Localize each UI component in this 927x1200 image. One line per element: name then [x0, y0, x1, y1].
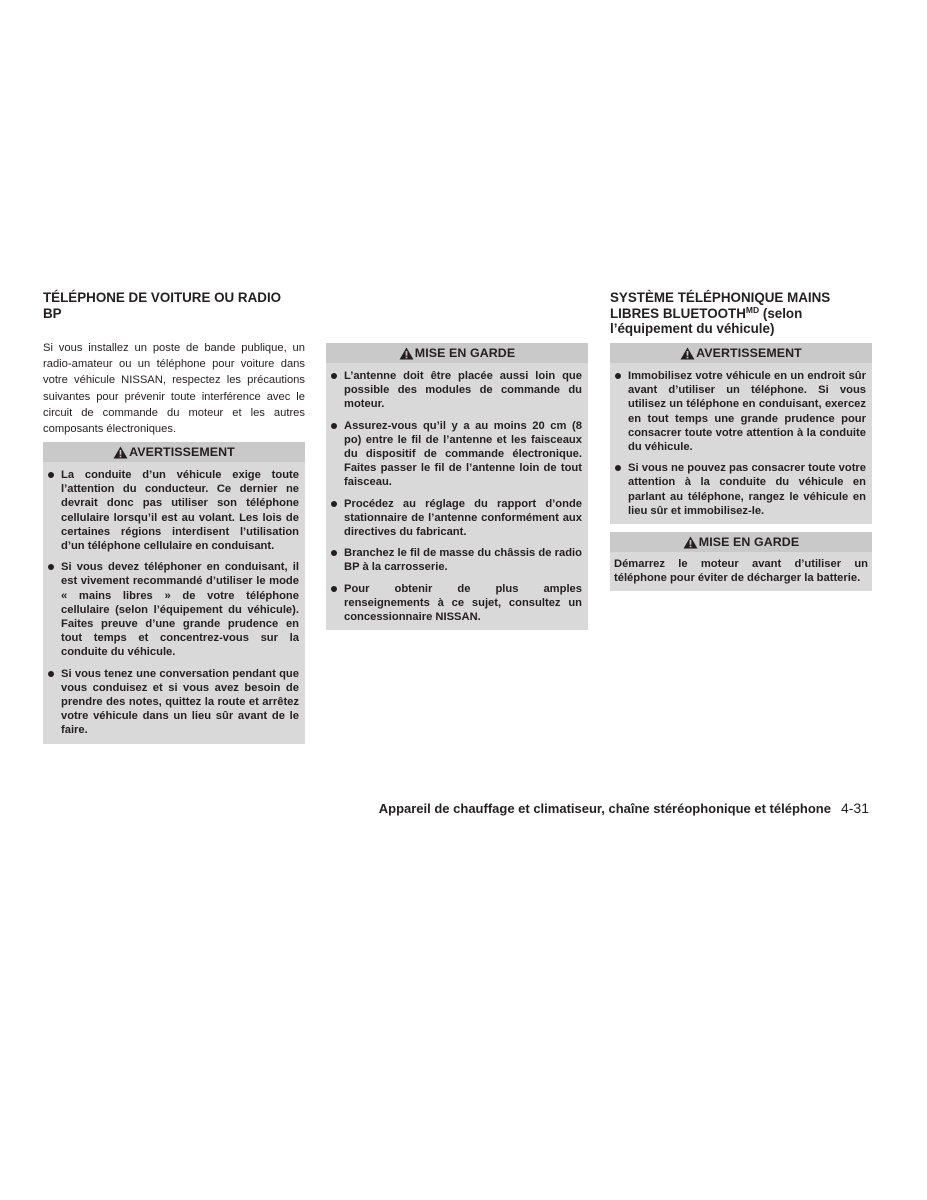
list-item-text: Branchez le fil de masse du châssis de radio BP à la carrosserie.: [344, 547, 582, 574]
bullet-icon: [48, 671, 54, 677]
section-heading-bluetooth: [610, 290, 872, 337]
bullet-icon: [48, 564, 54, 570]
list-item: [614, 369, 866, 454]
list-item: [47, 667, 299, 738]
list-item-text: Si vous tenez une conversation pendant que vous conduisez et si vous avez besoin de prendre des notes, quittez la route et arrêtez votre véhicule dans un lieu sûr avant de le faire.: [61, 667, 299, 737]
list-item-text: Si vous ne pouvez pas consacrer toute votre attention à la conduite du véhicule en parlant au téléphone, rangez le véhicule en lieu sûr et immobilisez-le.: [628, 462, 866, 517]
bullet-icon: [615, 373, 621, 379]
list-item: [330, 582, 582, 625]
list-item: [330, 497, 582, 540]
intro-paragraph: Si vous installez un poste de bande publique, un radio-amateur ou un téléphone pour voiture dans votre véhicule NISSAN, respectez les précautions suivantes pour prévenir toute interférence avec le circuit de commande du moteur et les autres composants électroniques.: [43, 342, 305, 436]
heading-text: SYSTÈME TÉLÉPHONIQUE MAINS LIBRES BLUETOOTH: [610, 290, 831, 321]
bullet-icon: [331, 550, 337, 556]
warning-triangle-icon: [680, 347, 695, 360]
list-item-text: Immobilisez votre véhicule en un endroit sûr avant d’utiliser un téléphone. Si vous utilisez un téléphone en conduisant, exercez en tout temps une grande prudence pour consacrer toute votre attention à la conduite du véhicule.: [628, 370, 866, 454]
list-item: [330, 369, 582, 412]
list-item-text: La conduite d’un véhicule exige toute l’attention du conducteur. Ce dernier ne devrait donc pas utiliser son téléphone cellulaire lorsqu’il est au volant. Les lois de certaines régions interdisent l’utilisation d’un téléphone cellulaire en conduisant.: [61, 469, 299, 553]
warning-box-left: [43, 442, 305, 744]
list-item: [47, 560, 299, 659]
bullet-icon: [48, 472, 54, 478]
warning-triangle-icon: [113, 446, 128, 459]
bullet-icon: [331, 586, 337, 592]
warning-box-title: [610, 343, 872, 363]
list-item-text: Assurez-vous qu’il y a au moins 20 cm (8 po) entre le fil de l’antenne et les faisceaux du dispositif de commande électronique. Faites passer le fil de l’antenne loin de tout faisceau.: [344, 419, 582, 489]
list-item-text: Si vous devez téléphoner en conduisant, il est vivement recommandé d’utiliser le mode « mains libres » de votre téléphone cellulaire (selon l’équipement du véhicule). Faites preuve d’une grande prudence en tout temps et concentrez-vous sur la conduite du véhicule.: [61, 561, 299, 659]
caution-box-title: [326, 343, 588, 363]
warning-triangle-icon: [683, 536, 698, 549]
list-item-text: Procédez au réglage du rapport d’onde stationnaire de l’antenne conformément aux directives du fabricant.: [344, 497, 582, 539]
bullet-icon: [331, 373, 337, 379]
page-footer: [379, 800, 869, 816]
bullet-icon: [331, 423, 337, 429]
caution-text: Démarrez le moteur avant d’utiliser un téléphone pour éviter de décharger la batterie.: [614, 558, 868, 585]
list-item: [330, 546, 582, 574]
list-item: [330, 419, 582, 490]
heading-text-suffix: (selon l’équipement du véhicule): [610, 305, 803, 336]
caution-box-title-text: MISE EN GARDE: [698, 535, 800, 549]
caution-box-title: [610, 532, 872, 552]
warning-box-title-text: AVERTISSEMENT: [696, 346, 802, 360]
warning-box-right: [610, 343, 872, 524]
bullet-icon: [615, 465, 621, 471]
caution-box-title-text: MISE EN GARDE: [414, 346, 516, 360]
bullet-icon: [331, 501, 337, 507]
warning-triangle-icon: [399, 347, 414, 360]
list-item-text: Pour obtenir de plus amples renseignements à ce sujet, consultez un concessionnaire NISSAN.: [344, 582, 582, 624]
caution-box-middle: [326, 343, 588, 630]
list-item: [47, 468, 299, 553]
list-item: [614, 461, 866, 518]
warning-list: [610, 363, 872, 524]
warning-box-title-text: AVERTISSEMENT: [129, 445, 235, 459]
footer-section-title: Appareil de chauffage et climatiseur, chaîne stéréophonique et téléphone: [378, 801, 831, 816]
page-number: 4-31: [840, 800, 869, 816]
warning-box-title: [43, 442, 305, 462]
caution-list: [326, 363, 588, 630]
warning-list: [43, 462, 305, 744]
section-heading-car-phone: TÉLÉPHONE DE VOITURE OU RADIO BP: [43, 290, 282, 321]
trademark-superscript: MD: [745, 304, 760, 315]
caution-box-right: [610, 532, 872, 591]
list-item-text: L’antenne doit être placée aussi loin que possible des modules de commande du moteur.: [344, 370, 582, 411]
